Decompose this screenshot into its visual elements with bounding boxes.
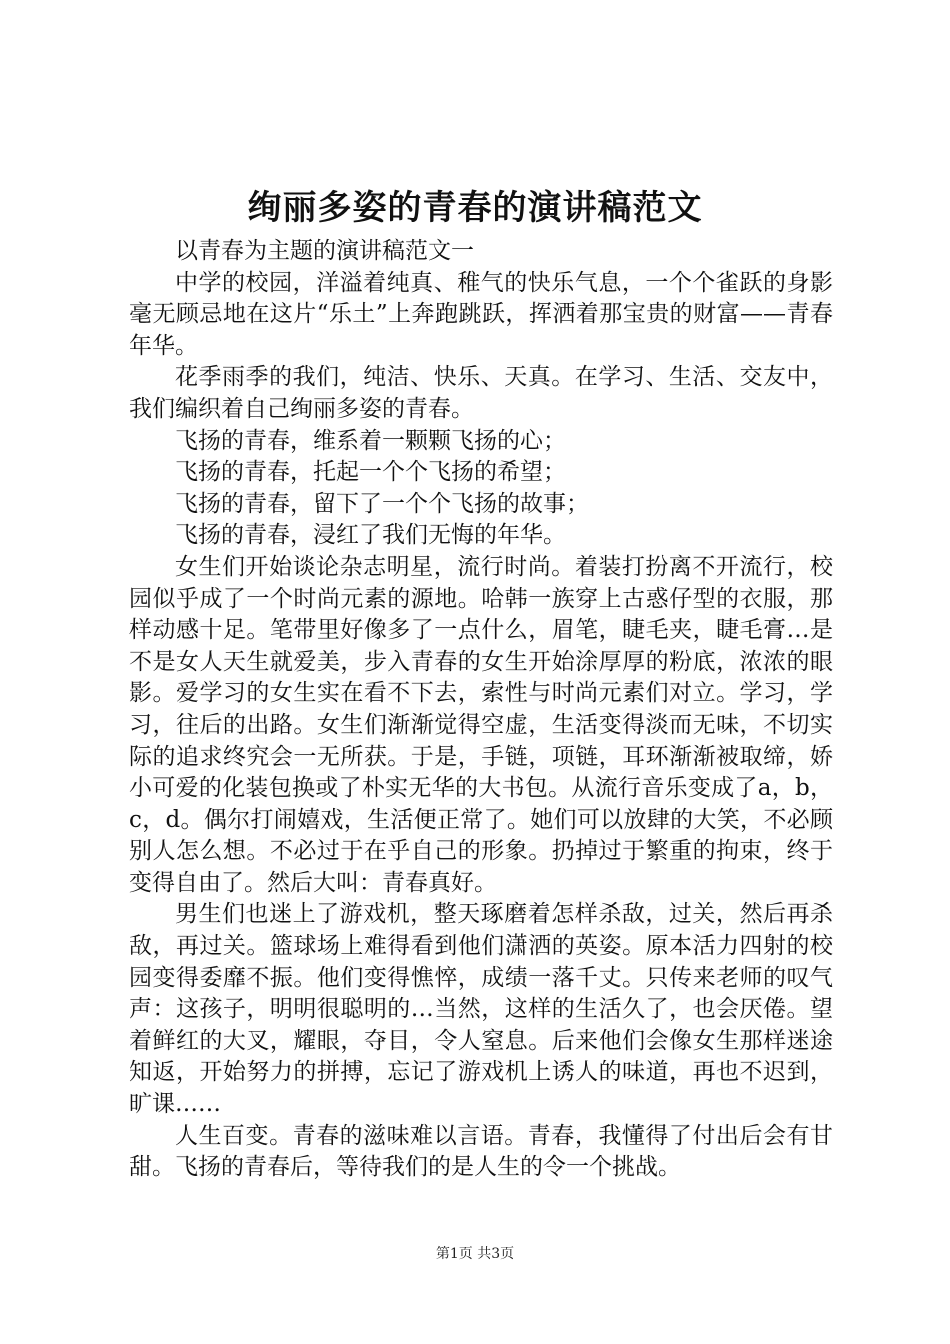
- paragraph: 男生们也迷上了游戏机，整天琢磨着怎样杀敌，过关，然后再杀敌，再过关。篮球场上难得看到他们潇洒的英姿。原本活力四射的校园变得委靡不振。他们变得憔悴，成绩一落千丈。只传来老师的叹气声：这孩子，明明很聪明的…当然，这样的生活久了，也会厌倦。望着鲜红的大叉，耀眼，夺目，令人窒息。后来他们会像女生那样迷途知返，开始努力的拼搏，忘记了游戏机上诱人的味道，再也不迟到，旷课……: [129, 901, 833, 1118]
- paragraph: 飞扬的青春，维系着一颗颗飞扬的心；: [175, 427, 566, 454]
- paragraph: 人生百变。青春的滋味难以言语。青春，我懂得了付出后会有甘甜。飞扬的青春后，等待我们的是人生的令一个挑战。: [129, 1122, 833, 1181]
- document-body: [129, 236, 833, 1184]
- page-footer: 第1页 共3页: [435, 1246, 515, 1262]
- document-title: 绚丽多姿的青春的演讲稿范文: [247, 188, 703, 228]
- paragraph: 花季雨季的我们，纯洁、快乐、天真。在学习、生活、交友中，我们编织着自己绚丽多姿的青春。: [129, 364, 833, 422]
- paragraph: 飞扬的青春，托起一个个飞扬的希望；: [175, 459, 566, 486]
- paragraph-subtitle: 以青春为主题的演讲稿范文一: [175, 238, 474, 264]
- paragraph: 中学的校园，洋溢着纯真、稚气的快乐气息，一个个雀跃的身影毫无顾忌地在这片“乐土”上奔跑跳跃，挥洒着那宝贵的财富——青春年华。: [129, 269, 833, 359]
- paragraph: 飞扬的青春，留下了一个个飞扬的故事；: [175, 490, 589, 517]
- paragraph: 飞扬的青春，浸红了我们无悔的年华。: [175, 522, 566, 549]
- paragraph: 女生们开始谈论杂志明星，流行时尚。着装打扮离不开流行，校园似乎成了一个时尚元素的源地。哈韩一族穿上古惑仔型的衣服，那样动感十足。笔带里好像多了一点什么，眉笔，睫毛夹，睫毛膏…是不是女人天生就爱美，步入青春的女生开始涂厚厚的粉底，浓浓的眼影。爱学习的女生实在看不下去，索性与时尚元素们对立。学习，学习，往后的出路。女生们渐渐觉得空虚，生活变得淡而无味，不切实际的追求终究会一无所获。于是，手链，项链，耳环渐渐被取缔，娇小可爱的化装包换或了朴实无华的大书包。从流行音乐变成了a，b，c，d。偶尔打闹嬉戏，生活便正常了。她们可以放肆的大笑，不必顾别人怎么想。不必过于在乎自己的形象。扔掉过于繁重的拘束，终于变得自由了。然后大叫：青春真好。: [129, 553, 833, 896]
